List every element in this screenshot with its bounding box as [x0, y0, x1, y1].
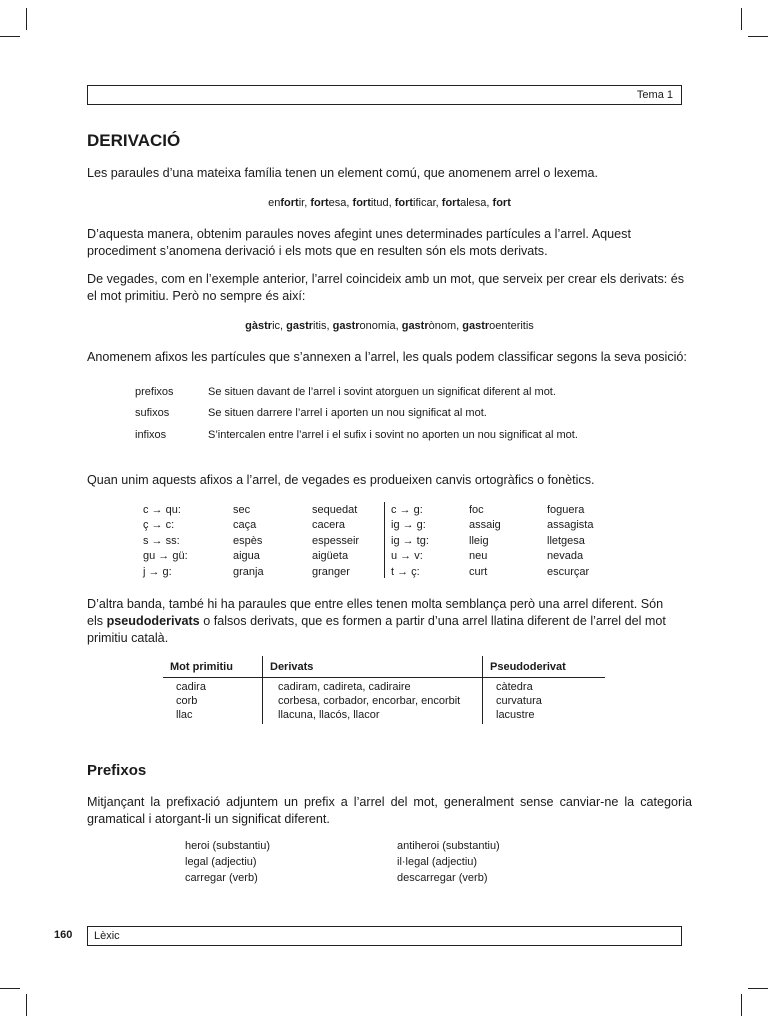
header-tema: Tema 1: [636, 89, 673, 101]
change-rule: gu → gü:: [143, 550, 188, 562]
table-divider: [482, 656, 483, 724]
table-cell: cadiram, cadireta, cadiraire: [278, 681, 411, 693]
example-gastr: [87, 320, 692, 332]
footer-section: Lèxic: [94, 930, 120, 942]
pseudo-line2a: els: [87, 614, 107, 628]
prefix-example: carregar (verb): [185, 872, 258, 884]
changes-divider: [384, 502, 385, 578]
crop-mark: [0, 988, 20, 989]
prefix-paragraph: Mitjançant la prefixació adjuntem un prefix a l’arrel del mot, generalment sense canviar-ne la categoria gramatical i atorgant-li un significat diferent.: [87, 795, 692, 826]
change-word: granger: [312, 566, 350, 578]
affix-term: prefixos: [135, 386, 174, 398]
suffix-segment: oenteritis: [489, 320, 534, 332]
change-rule: t → ç:: [391, 566, 420, 578]
root-segment: fort: [352, 197, 371, 209]
suffix-segment: ificar,: [413, 197, 442, 209]
root-segment: fort: [441, 197, 461, 209]
root-segment: fort: [394, 197, 414, 209]
change-word: nevada: [547, 550, 584, 562]
change-word: cacera: [312, 519, 346, 531]
page-title: DERIVACIÓ: [87, 131, 181, 150]
table-header: Derivats: [270, 661, 314, 673]
change-word: foguera: [547, 504, 585, 516]
page-number: 160: [54, 929, 73, 941]
suffix-segment: ònom,: [428, 320, 463, 332]
suffix-segment: onomia,: [359, 320, 402, 332]
change-word: espesseir: [312, 535, 360, 547]
changes-paragraph: Quan unim aquests afixos a l’arrel, de vegades es produeixen canvis ortogràfics o fonètics.: [87, 473, 595, 487]
root-segment: fort: [492, 197, 511, 209]
example-fort: [87, 197, 692, 209]
table-cell: corb: [176, 695, 198, 707]
change-word: lletgesa: [547, 535, 585, 547]
suffix-segment: ir,: [298, 197, 311, 209]
root-segment: gastr: [286, 320, 314, 332]
change-word: assaig: [469, 519, 501, 531]
table-cell: llacuna, llacós, llacor: [278, 709, 380, 721]
change-rule: c → qu:: [143, 504, 181, 516]
crop-mark: [748, 988, 768, 989]
affix-desc: Se situen darrere l’arrel i aporten un nou significat al mot.: [208, 407, 487, 419]
change-rule: j → g:: [143, 566, 172, 578]
change-word: foc: [469, 504, 484, 516]
prefix-example: antiheroi (substantiu): [397, 840, 500, 852]
root-segment: gàstr: [245, 320, 273, 332]
change-word: neu: [469, 550, 488, 562]
table-cell: càtedra: [496, 681, 533, 693]
primitive-paragraph: De vegades, com en l’exemple anterior, l’arrel coincideix amb un mot, que serveix per crear els derivats: és el mot primitiu. Però no sempre és així:: [87, 272, 685, 303]
pseudo-bold: pseudoderivats: [106, 614, 200, 628]
root-segment: fort: [280, 197, 299, 209]
affix-desc: Se situen davant de l’arrel i sovint atorguen un significat diferent al mot.: [208, 386, 556, 398]
suffix-segment: en: [268, 197, 281, 209]
pseudo-line2b: o falsos derivats, que es formen a partir d’una arrel llatina diferent de l’arrel del mot: [199, 614, 666, 628]
change-word: caça: [233, 519, 257, 531]
header-box: [87, 85, 682, 105]
change-word: granja: [233, 566, 264, 578]
suffix-segment: alesa,: [460, 197, 493, 209]
crop-mark: [0, 36, 20, 37]
table-header-rule: [163, 677, 605, 678]
change-rule: s → ss:: [143, 535, 180, 547]
suffix-segment: itis,: [313, 320, 333, 332]
footer-box: [87, 926, 682, 946]
change-rule: ç → c:: [143, 519, 175, 531]
root-segment: fort: [310, 197, 329, 209]
pseudo-paragraph: [87, 596, 692, 647]
affixes-paragraph: Anomenem afixos les partícules que s’annexen a l’arrel, les quals podem classificar segons la seva posició:: [87, 350, 687, 364]
change-rule: ig → g:: [391, 519, 426, 531]
affix-term: sufixos: [135, 407, 170, 419]
change-rule: ig → tg:: [391, 535, 429, 547]
affix-term: infixos: [135, 429, 167, 441]
table-cell: cadira: [176, 681, 206, 693]
root-segment: gastr: [332, 320, 360, 332]
prefix-example: descarregar (verb): [397, 872, 488, 884]
crop-mark: [26, 994, 27, 1016]
derivation-paragraph: D’aquesta manera, obtenim paraules noves afegint unes determinades partícules a l’arrel. Aquest procediment s’anomena derivació i els mots que en resulten són els mots derivats.: [87, 227, 631, 258]
table-cell: llac: [176, 709, 193, 721]
table-divider: [262, 656, 263, 724]
crop-mark: [741, 994, 742, 1016]
change-word: escurçar: [547, 566, 590, 578]
section-title-prefixos: Prefixos: [87, 762, 147, 779]
prefix-example: heroi (substantiu): [185, 840, 270, 852]
change-word: aigua: [233, 550, 260, 562]
table-cell: lacustre: [496, 709, 535, 721]
change-word: espès: [233, 535, 263, 547]
root-segment: gastr: [401, 320, 429, 332]
suffix-segment: itud,: [370, 197, 395, 209]
suffix-segment: ic,: [272, 320, 287, 332]
table-cell: curvatura: [496, 695, 542, 707]
root-segment: gastr: [462, 320, 490, 332]
affix-desc: S’intercalen entre l’arrel i el sufix i sovint no aporten un nou significat al mot.: [208, 429, 578, 441]
pseudo-line1: D’altra banda, també hi ha paraules que entre elles tenen molta semblança però una arrel diferent. Són: [87, 597, 664, 611]
change-rule: u → v:: [391, 550, 423, 562]
change-word: lleig: [469, 535, 489, 547]
table-header: Mot primitiu: [170, 661, 233, 673]
crop-mark: [26, 8, 27, 30]
crop-mark: [748, 36, 768, 37]
change-word: sequedat: [312, 504, 358, 516]
table-header: Pseudoderivat: [490, 661, 566, 673]
table-cell: corbesa, corbador, encorbar, encorbit: [278, 695, 461, 707]
change-word: assagista: [547, 519, 594, 531]
prefix-example: il·legal (adjectiu): [397, 856, 478, 868]
suffix-segment: esa,: [328, 197, 353, 209]
prefix-example: legal (adjectiu): [185, 856, 257, 868]
pseudo-line3: primitiu català.: [87, 631, 169, 645]
change-word: curt: [469, 566, 488, 578]
change-rule: c → g:: [391, 504, 423, 516]
change-word: aigüeta: [312, 550, 349, 562]
intro-paragraph: Les paraules d’una mateixa família tenen un element comú, que anomenem arrel o lexema.: [87, 166, 599, 180]
change-word: sec: [233, 504, 251, 516]
crop-mark: [741, 8, 742, 30]
